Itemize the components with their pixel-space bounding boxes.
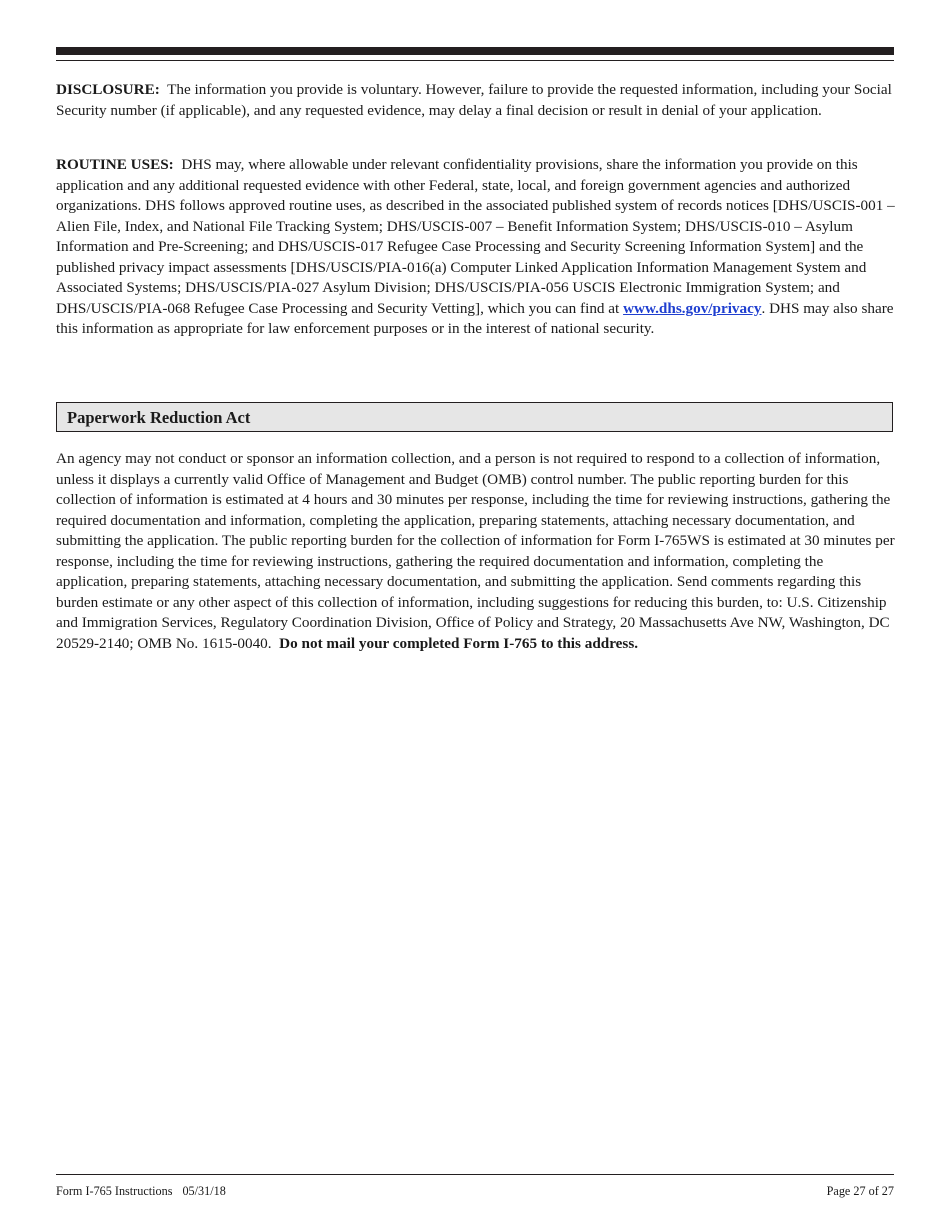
disclosure-paragraph — [56, 80, 896, 121]
header-thin-rule — [56, 60, 894, 61]
paperwork-bold-note: Do not mail your completed Form I-765 to this address. — [279, 634, 639, 652]
paperwork-section-header — [56, 402, 893, 432]
footer-form-name: Form I-765 Instructions — [56, 1184, 173, 1198]
routine-uses-text-after-link: . DHS may also share this information as appropriate for law enforcement purposes or in the interest of national security. — [56, 299, 894, 337]
footer-page-number: Page 27 of 27 — [826, 1184, 894, 1198]
footer-form-info — [56, 1184, 226, 1199]
footer-rule — [56, 1174, 894, 1175]
paperwork-heading: Paperwork Reduction Act — [67, 408, 251, 427]
paperwork-paragraph — [56, 449, 896, 654]
header-thick-rule — [56, 47, 894, 55]
disclosure-label: DISCLOSURE: — [56, 81, 160, 98]
routine-uses-text: DHS may, where allowable under relevant confidentiality provisions, share the information you provide on this application and any additional requested evidence with other Federal, state, local, and foreign government agencies and authorized organizations. DHS follows approved routine uses, as described in the associated published system of records notices [DHS/USCIS-001 – Alien File, Index, and National File Tracking System; DHS/USCIS-007 – Benefit Information System; DHS/USCIS-010 – Asylum Information and Pre-Screening; and DHS/USCIS-017 Refugee Case Processing and Security Screening Information System] and the published privacy impact assessments [DHS/USCIS/PIA-016(a) Computer Linked Application Information Management System and Associated Systems; DHS/USCIS/PIA-027 Asylum Division; DHS/USCIS/PIA-056 USCIS Electronic Immigration System; and DHS/USCIS/PIA-068 Refugee Case Processing and Security Vetting], which you can find at — [56, 156, 895, 317]
footer-date: 05/31/18 — [182, 1184, 226, 1198]
paperwork-text: An agency may not conduct or sponsor an information collection, and a person is not required to respond to a collection of information, unless it displays a currently valid Office of Management and Budget (OMB) control number. The public reporting burden for this collection of information is estimated at 4 hours and 30 minutes per response, including the time for reviewing instructions, gathering the required documentation and information, completing the application, preparing statements, attaching necessary documentation, and submitting the application. The public reporting burden for the collection of information for Form I-765WS is estimated at 30 minutes per response, including the time for reviewing instructions, gathering the required documentation and information, completing the application, preparing statements, attaching necessary documentation, and submitting the application. Send comments regarding this burden estimate or any other aspect of this collection of information, including suggestions for reducing this burden, to: U.S. Citizenship and Immigration Services, Regulatory Coordination Division, Office of Policy and Strategy, 20 Massachusetts Ave NW, Washington, DC 20529-2140; OMB No. 1615-0040. — [56, 450, 895, 652]
routine-uses-paragraph — [56, 155, 896, 340]
dhs-privacy-link[interactable]: www.dhs.gov/privacy — [623, 299, 762, 317]
disclosure-text: The information you provide is voluntary. However, failure to provide the requested information, including your Social Security number (if applicable), and any requested evidence, may delay a final decision or result in denial of your application. — [56, 81, 892, 119]
routine-uses-label: ROUTINE USES: — [56, 156, 174, 173]
